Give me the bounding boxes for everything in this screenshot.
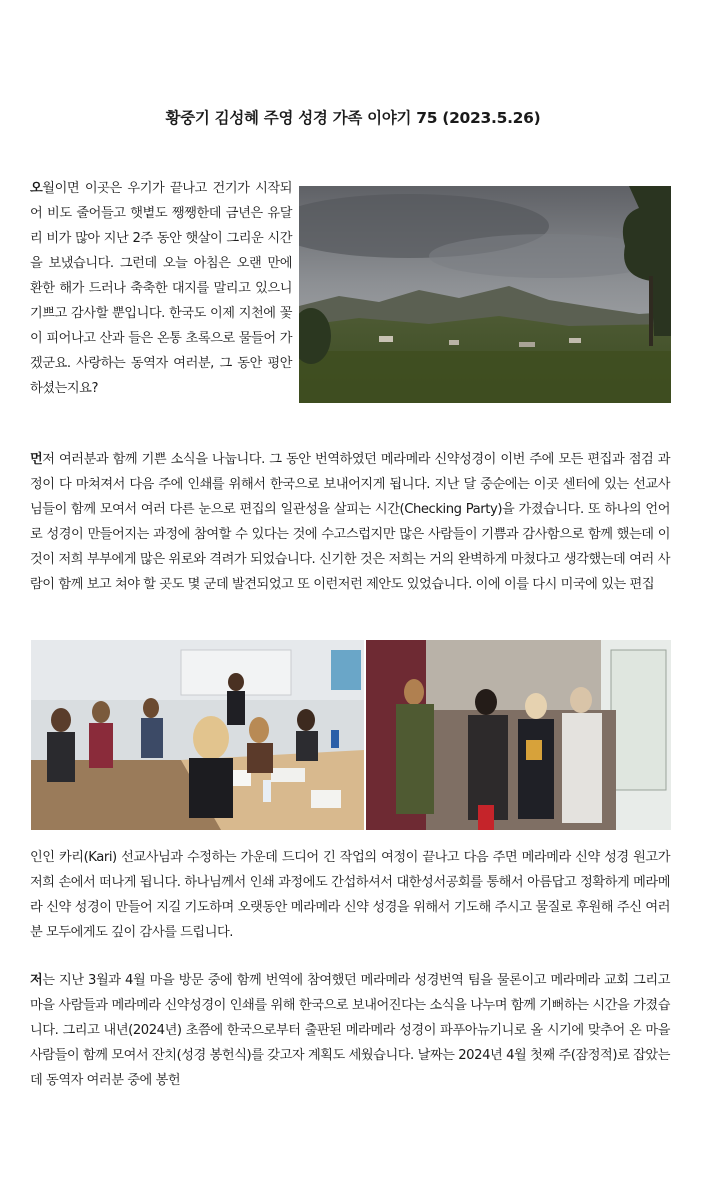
paragraph-text: 저 여러분과 함께 기쁜 소식을 나눕니다. 그 동안 번역하였던 메라메라 신약성경이 이번 주에 모든 편집과 점검 과정이 다 마쳐져서 다음 주에 인쇄를 위해서 한국으로 보내어지게 됩니다. 지난 달 중순에는 이곳 센터에 있는 선교사님들이 함께 모여서 여러 다른 눈으로 편집의 일관성을 살피는 시간(Checking Party)을 가졌습니다. 또 하나의 언어로 성경이 만들어지는 과정에 참여할 수 있다는 것에 수고스럽지만 많은 사람들이 기쁨과 감사함으로 함께 했는데 이것이 저희 부부에게 많은 위로와 격려가 되었습니다. 신기한 것은 저희는 거의 완벽하게 마쳤다고 생각했는데 여러 사람이 함께 보고 쳐야 할 곳도 몇 군데 발견되었고 또 이런저런 제안도 있었습니다. 이에 이를 다시 미국에 있는 편집 [30, 452, 670, 592]
women-praying-image [366, 640, 671, 830]
paragraph-village [30, 968, 670, 1093]
drop-letter: 저 [30, 973, 43, 988]
page-title: 황중기 김성혜 주영 성경 가족 이야기 75 (2023.5.26) [165, 109, 541, 127]
drop-letter: 먼 [30, 452, 43, 467]
classroom-group-image [31, 640, 364, 830]
drop-letter: 오 [30, 181, 43, 196]
paragraph-text: 인인 카리(Kari) 선교사님과 수정하는 가운데 드디어 긴 작업의 여정이 끝나고 다음 주면 메라메라 신약 성경 원고가 저희 손에서 떠나게 됩니다. 하나님께서 인쇄 과정에도 간섭하셔서 대한성서공회를 통해서 아름답고 정확하게 메라메라 신약 성경이 만들어 지길 기도하며 오랫동안 메라메라 신약 성경을 위해서 기도해 주시고 물질로 후원해 주신 여러분 모두에게도 깊이 감사를 드립니다. [30, 850, 670, 940]
checking-party-photo [31, 640, 364, 830]
prayer-photo [366, 640, 671, 830]
paragraph-intro [30, 176, 292, 401]
paragraph-text: 는 지난 3월과 4월 마을 방문 중에 함께 번역에 참여했던 메라메라 성경번역 팀을 물론이고 메라메라 교회 그리고 마을 사람들과 메라메라 신약성경이 인쇄를 위해 한국으로 보내어진다는 소식을 나누며 함께 기뻐하는 시간을 가졌습니다. 그리고 내년(2024년) 초쯤에 한국으로부터 출판된 메라메라 성경이 파푸아뉴기니로 올 시기에 맞추어 온 마을 사람들이 함께 모여서 잔치(성경 봉헌식)를 갖고자 계획도 세웠습니다. 날짜는 2024년 4월 첫째 주(잠정적)로 잡았는데 동역자 여러분 중에 봉헌 [30, 973, 670, 1088]
paragraph-text: 월이면 이곳은 우기가 끝나고 건기가 시작되어 비도 줄어들고 햇볕도 쨍쨍한데 금년은 유달리 비가 많아 지난 2주 동안 햇살이 그리운 시간을 보냈습니다. 그런데 오늘 아침은 오랜 만에 환한 해가 드러나 축축한 대지를 말리고 있으니 기쁘고 감사할 뿐입니다. 한국도 이제 지천에 꽃이 피어나고 산과 들은 온통 초록으로 물들어 가겠군요. 사랑하는 동역자 여러분, 그 동안 평안하셨는지요? [30, 181, 292, 396]
paragraph-continued [30, 845, 670, 945]
cloudy-hills-image [299, 186, 671, 403]
paragraph-news [30, 447, 670, 597]
landscape-photo [299, 186, 671, 403]
